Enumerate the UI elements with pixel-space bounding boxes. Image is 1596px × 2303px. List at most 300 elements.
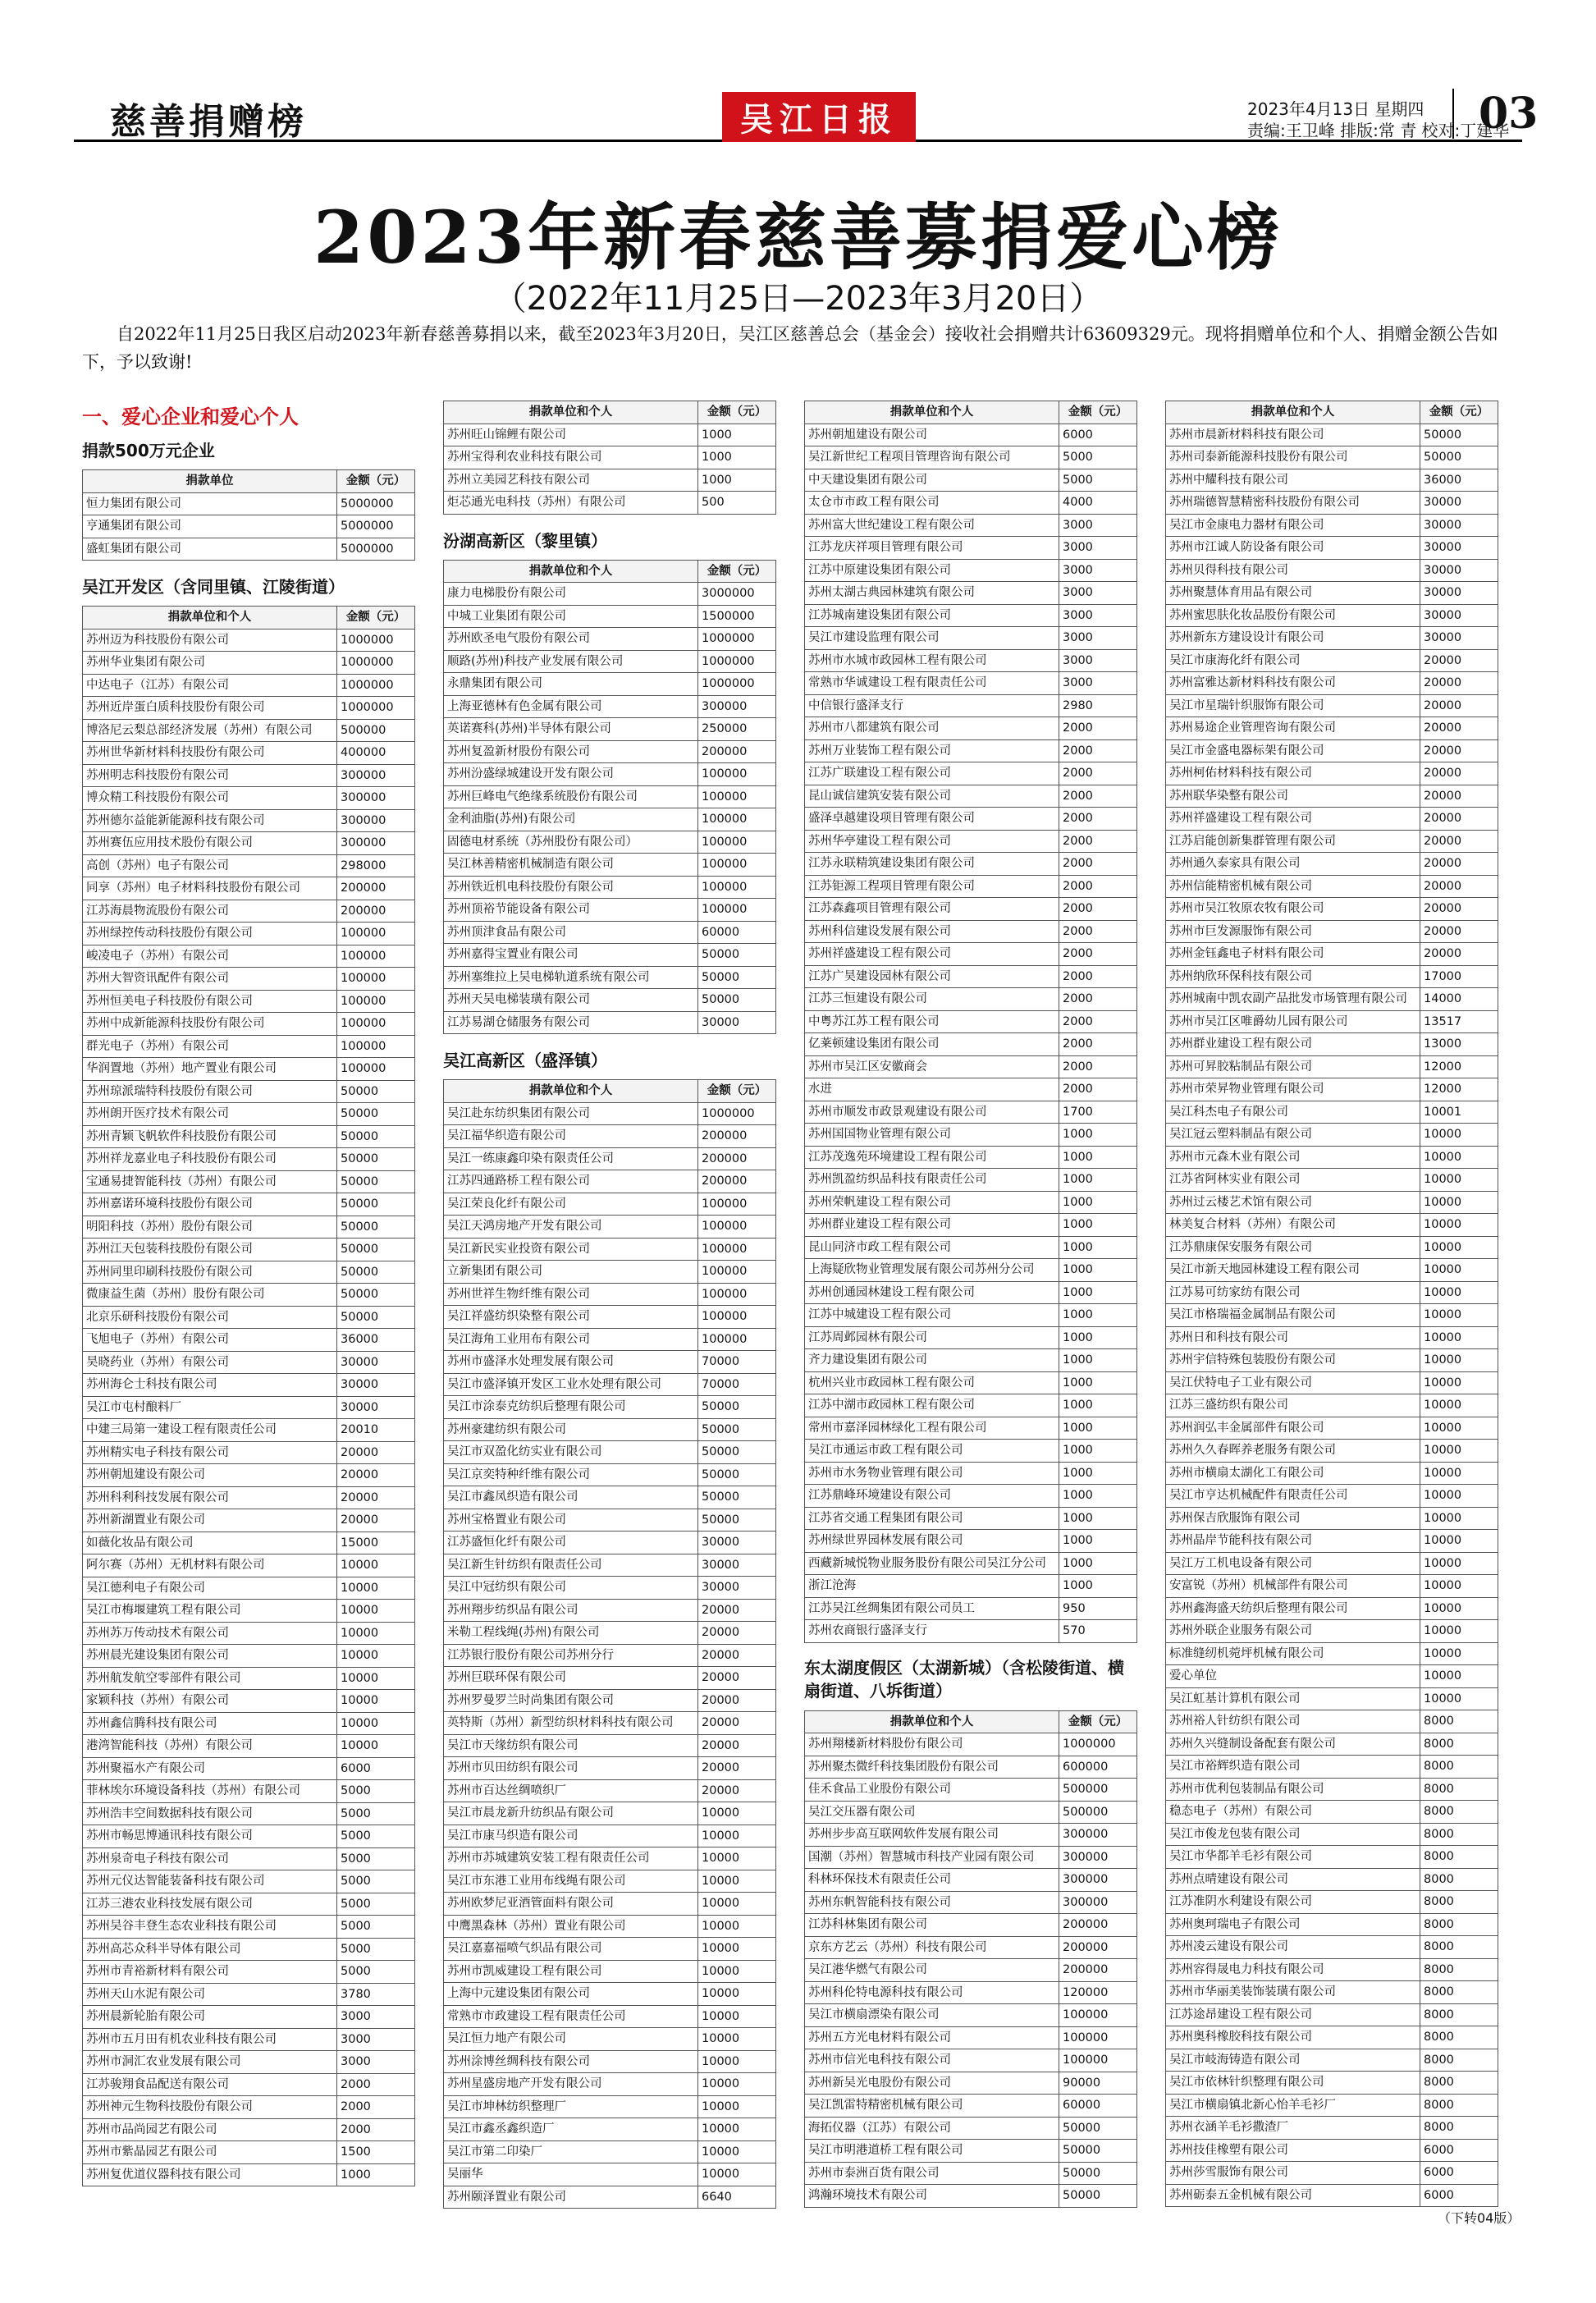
donation-amount: 2000 [1059, 1033, 1137, 1056]
donor-name: 苏州通久泰家具有限公司 [1166, 853, 1420, 876]
donation-amount: 10000 [1420, 1665, 1498, 1688]
table-row [1166, 1597, 1498, 1620]
donor-name: 吴江祥盛纺织染整有限公司 [444, 1306, 698, 1329]
donor-name: 北京乐研科技股份有限公司 [83, 1306, 337, 1329]
donation-amount: 10000 [1420, 1394, 1498, 1417]
table-row [444, 854, 776, 877]
donation-amount: 20000 [698, 1712, 776, 1735]
donor-name: 江苏三港农业科技发展有限公司 [83, 1893, 337, 1916]
donor-name: 江苏中城建设工程有限公司 [805, 1304, 1059, 1327]
donor-name: 苏州江天包装科技股份有限公司 [83, 1238, 337, 1261]
donor-name: 华润置地（苏州）地产置业有限公司 [83, 1058, 337, 1081]
donation-amount: 20000 [1420, 785, 1498, 808]
donation-amount: 200000 [337, 877, 415, 900]
donor-name: 海拓仪器（江苏）有限公司 [805, 2117, 1059, 2140]
table-row [444, 1689, 776, 1712]
donation-amount: 20000 [1420, 808, 1498, 831]
donation-amount: 50000 [698, 1418, 776, 1441]
donor-name: 永鼎集团有限公司 [444, 673, 698, 696]
donor-name: 苏州精实电子科技有限公司 [83, 1441, 337, 1464]
donation-amount: 10000 [698, 1915, 776, 1938]
donor-name: 苏州顶裕节能设备有限公司 [444, 899, 698, 922]
donation-amount: 6000 [1420, 2162, 1498, 2185]
donor-name: 吴江市鑫凤织造有限公司 [444, 1486, 698, 1509]
table-row [444, 1779, 776, 1802]
donation-amount: 2000 [1059, 920, 1137, 943]
donation-amount: 1000000 [337, 652, 415, 675]
table-row [444, 1802, 776, 1825]
donor-name: 苏州翔楼新材料股份有限公司 [805, 1733, 1059, 1756]
table-row [805, 762, 1137, 785]
table-row [805, 1597, 1137, 1620]
donor-name: 江苏广联建设工程有限公司 [805, 762, 1059, 785]
donation-amount: 10000 [337, 1645, 415, 1668]
donation-amount: 30000 [337, 1374, 415, 1397]
donor-name: 吴江市梅堰建筑工程有限公司 [83, 1600, 337, 1623]
donation-amount: 90000 [1059, 2072, 1137, 2095]
table-row [444, 718, 776, 741]
donation-amount: 10000 [1420, 1304, 1498, 1327]
donation-amount: 10000 [1420, 1371, 1498, 1394]
table-row [83, 538, 415, 561]
donor-name: 江苏盛恒化纤有限公司 [444, 1532, 698, 1554]
donation-amount: 10001 [1420, 1101, 1498, 1124]
donor-name: 江苏周邺园林有限公司 [805, 1326, 1059, 1349]
donation-amount: 300000 [698, 695, 776, 718]
donation-amount: 50000 [698, 1486, 776, 1509]
donor-name: 苏州高芯众科半导体有限公司 [83, 1938, 337, 1961]
donation-amount: 6640 [698, 2186, 776, 2209]
table-row [805, 1146, 1137, 1169]
table-row [1166, 808, 1498, 831]
page-number: 03 [1452, 89, 1538, 139]
table-row [805, 1124, 1137, 1147]
donor-name: 京东方艺云（苏州）科技有限公司 [805, 1936, 1059, 1959]
table-row [83, 1125, 415, 1148]
donation-amount: 20000 [1420, 649, 1498, 672]
donor-name: 中信银行盛泽支行 [805, 694, 1059, 717]
donation-amount: 500 [698, 492, 776, 515]
table-row [805, 1530, 1137, 1553]
donor-name: 苏州富大世纪建设工程有限公司 [805, 514, 1059, 537]
donor-name: 吴江冠云塑料制品有限公司 [1166, 1124, 1420, 1147]
section-heading: 捐款500万元企业 [82, 441, 215, 460]
table-row [805, 1010, 1137, 1033]
donor-name: 苏州嘉诺环境科技股份有限公司 [83, 1193, 337, 1216]
donor-name: 苏州德尔益能新能源科技有限公司 [83, 809, 337, 832]
donation-amount: 100000 [337, 990, 415, 1013]
table-row [805, 1259, 1137, 1282]
donation-amount: 1500000 [698, 605, 776, 628]
table-row [83, 1735, 415, 1758]
donor-name: 金利油脂(苏州)有限公司 [444, 808, 698, 831]
donation-amount: 1000 [1059, 1417, 1137, 1440]
table-row [444, 1486, 776, 1509]
donation-amount: 100000 [337, 968, 415, 991]
donor-name: 苏州新东方建设设计有限公司 [1166, 627, 1420, 650]
donor-name: 微康益生菌（苏州）股份有限公司 [83, 1284, 337, 1307]
donor-name: 苏州豪建纺织有限公司 [444, 1418, 698, 1441]
table-row [1166, 672, 1498, 695]
table-row [1166, 920, 1498, 943]
donor-name: 苏州五方光电材料有限公司 [805, 2026, 1059, 2049]
donation-amount: 10000 [698, 2005, 776, 2028]
donor-name: 亨通集团有限公司 [83, 515, 337, 538]
donation-amount: 2000 [1059, 739, 1137, 762]
donation-amount: 30000 [698, 1532, 776, 1554]
donor-name: 苏州外联企业服务有限公司 [1166, 1620, 1420, 1643]
table-row [1166, 1507, 1498, 1530]
donation-amount: 10000 [337, 1600, 415, 1623]
donation-amount: 1000 [1059, 1191, 1137, 1214]
table-row [805, 898, 1137, 921]
section-heading: 东太湖度假区（太湖新城）（含松陵街道、横扇街道、八坼街道） [804, 1657, 1124, 1701]
table-row [805, 1236, 1137, 1259]
donor-name: 吴江林善精密机械制造有限公司 [444, 854, 698, 877]
table-row [444, 446, 776, 469]
donation-amount: 20000 [1420, 672, 1498, 695]
donor-name: 江苏海晨物流股份有限公司 [83, 900, 337, 923]
donor-name: 家颖科技（苏州）有限公司 [83, 1690, 337, 1713]
donor-name: 吴江嘉嘉福喷气织品有限公司 [444, 1938, 698, 1961]
table-row [444, 2163, 776, 2186]
donation-amount: 10000 [1420, 1281, 1498, 1304]
table-row [805, 1959, 1137, 1982]
table-row [805, 446, 1137, 469]
donation-amount: 300000 [337, 787, 415, 810]
donation-amount: 5000 [337, 1847, 415, 1870]
donor-name: 江苏中湖市政园林工程有限公司 [805, 1394, 1059, 1417]
donation-amount: 20010 [337, 1419, 415, 1442]
donor-name: 吴江福华织造有限公司 [444, 1125, 698, 1148]
table-row [444, 1125, 776, 1148]
donation-amount: 1000000 [698, 673, 776, 696]
table-row [805, 1552, 1137, 1575]
table-row [1166, 1055, 1498, 1078]
donor-name: 苏州莎雪服饰有限公司 [1166, 2162, 1420, 2185]
donor-name: 苏州衣涵羊毛衫撒渣厂 [1166, 2117, 1420, 2140]
column-3 [804, 401, 1137, 2208]
donor-name: 苏州绿世界园林发展有限公司 [805, 1530, 1059, 1553]
donation-amount: 100000 [698, 1261, 776, 1284]
donor-name: 苏州科利科技发展有限公司 [83, 1486, 337, 1509]
donor-name: 中达电子（江苏）有限公司 [83, 674, 337, 697]
table-row [444, 1261, 776, 1284]
donor-name: 苏州新湖置业有限公司 [83, 1509, 337, 1532]
donor-name: 苏州信能精密机械有限公司 [1166, 875, 1420, 898]
table-row [83, 1509, 415, 1532]
donor-name: 浙江沧海 [805, 1575, 1059, 1598]
donation-amount: 5000 [1059, 469, 1137, 492]
donor-name: 苏州东帆智能科技有限公司 [805, 1891, 1059, 1914]
table-row [805, 469, 1137, 492]
table-row [805, 1417, 1137, 1440]
table-header-amount: 金额（元） [1059, 401, 1137, 424]
donor-name: 江苏三盛纺织有限公司 [1166, 1394, 1420, 1417]
part-heading: 一、爱心企业和爱心个人 [82, 405, 299, 428]
table-row [83, 1035, 415, 1058]
donor-name: 苏州复优道仪器科技有限公司 [83, 2163, 337, 2186]
table-row [1166, 649, 1498, 672]
donor-name: 林美复合材料（苏州）有限公司 [1166, 1214, 1420, 1237]
table-row [805, 559, 1137, 582]
table-row [444, 1441, 776, 1464]
donation-amount: 8000 [1420, 1801, 1498, 1824]
donation-amount: 250000 [698, 718, 776, 741]
donation-amount: 2000 [1059, 988, 1137, 1011]
donation-amount: 100000 [698, 1238, 776, 1261]
table-row [1166, 898, 1498, 921]
donor-name: 苏州农商银行盛泽支行 [805, 1620, 1059, 1643]
donation-amount: 2000 [1059, 762, 1137, 785]
donation-amount: 100000 [698, 808, 776, 831]
table-row [83, 1058, 415, 1081]
table-row [1166, 1868, 1498, 1891]
table-row [444, 1216, 776, 1238]
donation-table [82, 469, 415, 561]
donor-name: 常熟市华诚建设工程有限责任公司 [805, 672, 1059, 695]
table-row [444, 2028, 776, 2051]
table-header-amount: 金额（元） [698, 401, 776, 424]
table-row [444, 831, 776, 854]
table-row [83, 968, 415, 991]
table-row [444, 1622, 776, 1645]
donor-name: 杭州兴业市政园林工程有限公司 [805, 1371, 1059, 1394]
donor-name: 苏州市洞汇农业发展有限公司 [83, 2051, 337, 2074]
table-row [83, 1261, 415, 1284]
donor-name: 苏州瑞德智慧精密科技股份有限公司 [1166, 492, 1420, 515]
donation-amount: 8000 [1420, 1868, 1498, 1891]
table-row [444, 2095, 776, 2118]
donation-amount: 6000 [1420, 2184, 1498, 2207]
table-header-name: 捐款单位和个人 [1166, 401, 1420, 424]
donation-amount: 30000 [698, 1011, 776, 1034]
donor-name: 英特斯（苏州）新型纺织材料科技有限公司 [444, 1712, 698, 1735]
donation-amount: 1000000 [698, 628, 776, 651]
donor-name: 稳态电子（苏州）有限公司 [1166, 1801, 1420, 1824]
donation-amount: 5000000 [337, 538, 415, 561]
donor-name: 吴江恒力地产有限公司 [444, 2028, 698, 2051]
donor-name: 苏州市水城市政园林工程有限公司 [805, 649, 1059, 672]
donor-name: 苏州罗曼罗兰时尚集团有限公司 [444, 1689, 698, 1712]
donor-name: 苏州市晨新材料科技有限公司 [1166, 424, 1420, 446]
table-row [1166, 785, 1498, 808]
donor-name: 苏州鑫信腾科技有限公司 [83, 1712, 337, 1735]
donor-name: 苏州聚福水产有限公司 [83, 1757, 337, 1780]
donation-amount: 10000 [1420, 1530, 1498, 1553]
table-row [83, 990, 415, 1013]
donor-name: 昊晓药业（苏州）有限公司 [83, 1351, 337, 1374]
table-row [444, 1011, 776, 1034]
donor-name: 苏州晶岸节能科技有限公司 [1166, 1530, 1420, 1553]
donation-amount: 1000 [1059, 1146, 1137, 1169]
donation-amount: 5000 [337, 1893, 415, 1916]
donation-amount: 1000 [1059, 1214, 1137, 1237]
donation-amount: 6000 [337, 1757, 415, 1780]
table-row [83, 1464, 415, 1487]
donation-amount: 8000 [1420, 2026, 1498, 2049]
donor-name: 苏州华业集团有限公司 [83, 652, 337, 675]
donor-name: 苏州步步高互联网软件发展有限公司 [805, 1824, 1059, 1847]
donor-name: 江苏四通路桥工程有限公司 [444, 1170, 698, 1193]
table-row [805, 492, 1137, 515]
table-row [1166, 1710, 1498, 1733]
donation-amount: 3000 [1059, 627, 1137, 650]
donor-name: 吴江新生针纺织有限责任公司 [444, 1554, 698, 1577]
table-row [1166, 1485, 1498, 1508]
table-row [805, 1779, 1137, 1802]
donor-name: 苏州祥盛建设工程有限公司 [805, 943, 1059, 966]
donation-amount: 300000 [1059, 1846, 1137, 1869]
donation-amount: 12000 [1420, 1078, 1498, 1101]
donation-amount: 300000 [337, 832, 415, 855]
donation-amount: 20000 [1420, 762, 1498, 785]
donation-amount: 20000 [698, 1779, 776, 1802]
donation-amount: 20000 [1420, 943, 1498, 966]
donation-amount: 20000 [1420, 898, 1498, 921]
donor-name: 苏州创通园林建设工程有限公司 [805, 1281, 1059, 1304]
donation-amount: 100000 [337, 1013, 415, 1036]
table-row [83, 1622, 415, 1645]
donation-amount: 10000 [698, 1870, 776, 1893]
table-row [83, 2163, 415, 2186]
table-row [1166, 875, 1498, 898]
table-row [1166, 1169, 1498, 1192]
table-row [83, 492, 415, 515]
donor-name: 苏州司泰新能源科技股份有限公司 [1166, 446, 1420, 469]
donor-name: 苏州点晴建设有限公司 [1166, 1868, 1420, 1891]
donation-amount: 50000 [1059, 2140, 1137, 2163]
table-row [444, 1373, 776, 1396]
donor-name: 英诺赛科(苏州)半导体有限公司 [444, 718, 698, 741]
donation-amount: 10000 [337, 1712, 415, 1735]
donor-name: 苏州市顺发市政景观建设有限公司 [805, 1101, 1059, 1124]
donor-name: 水进 [805, 1078, 1059, 1101]
donor-name: 吴江市亨达机械配件有限责任公司 [1166, 1485, 1420, 1508]
donation-amount: 1000 [337, 2163, 415, 2186]
donation-amount: 50000 [337, 1261, 415, 1284]
table-row [1166, 1756, 1498, 1779]
table-row [1166, 1687, 1498, 1710]
donation-amount: 100000 [337, 945, 415, 968]
table-row [444, 1328, 776, 1351]
donor-name: 苏州联华染整有限公司 [1166, 785, 1420, 808]
table-row [805, 672, 1137, 695]
donation-amount: 20000 [337, 1464, 415, 1487]
donor-name: 苏州富雅达新材料科技有限公司 [1166, 672, 1420, 695]
donor-name: 苏州翔步纺织品有限公司 [444, 1599, 698, 1622]
table-row [444, 763, 776, 786]
donor-name: 吴江市盛泽镇开发区工业水处理有限公司 [444, 1373, 698, 1396]
donor-name: 苏州欧梦尼亚酒管面料有限公司 [444, 1893, 698, 1916]
table-row [805, 1394, 1137, 1417]
donor-name: 苏州市吴江区安徽商会 [805, 1055, 1059, 1078]
donation-amount: 600000 [1059, 1756, 1137, 1779]
donation-amount: 100000 [337, 923, 415, 945]
table-row [1166, 830, 1498, 853]
donation-amount: 10000 [698, 1983, 776, 2006]
donation-amount: 1000 [1059, 1236, 1137, 1259]
table-row [1166, 1010, 1498, 1033]
table-row [805, 627, 1137, 650]
donor-name: 吴江市天缘纺织有限公司 [444, 1734, 698, 1757]
table-row [444, 1170, 776, 1193]
table-row [1166, 1236, 1498, 1259]
table-row [1166, 965, 1498, 988]
table-row [83, 742, 415, 765]
table-row [805, 965, 1137, 988]
donor-name: 盛泽卓越建设项目管理有限公司 [805, 808, 1059, 831]
donor-name: 吴江德利电子有限公司 [83, 1577, 337, 1600]
table-row [1166, 559, 1498, 582]
donation-amount: 3000 [1059, 514, 1137, 537]
donor-name: 吴江市第二印染厂 [444, 2140, 698, 2163]
table-row [1166, 446, 1498, 469]
donation-amount: 500000 [1059, 1801, 1137, 1824]
donor-name: 苏州凌云建设有限公司 [1166, 1936, 1420, 1959]
table-row [1166, 1033, 1498, 1056]
donor-name: 苏州柯佑材料科技有限公司 [1166, 762, 1420, 785]
table-row [1166, 853, 1498, 876]
donor-name: 苏州裕人针纺织有限公司 [1166, 1710, 1420, 1733]
table-row [1166, 1823, 1498, 1846]
table-row [83, 854, 415, 877]
donation-amount: 8000 [1420, 2049, 1498, 2072]
table-row [444, 921, 776, 944]
donor-name: 昆山诚信建筑安装有限公司 [805, 785, 1059, 808]
donor-name: 吴江市格瑞福金属制品有限公司 [1166, 1304, 1420, 1327]
column-2 [443, 401, 776, 2209]
donation-amount: 10000 [1420, 1191, 1498, 1214]
donation-amount: 30000 [337, 1351, 415, 1374]
donation-amount: 1000 [1059, 1575, 1137, 1598]
donor-name: 阿尔赛（苏州）无机材料有限公司 [83, 1554, 337, 1577]
table-row [444, 1102, 776, 1125]
donation-amount: 30000 [698, 1577, 776, 1600]
donor-name: 吴江市星瑞针织服饰有限公司 [1166, 694, 1420, 717]
donation-amount: 13517 [1420, 1010, 1498, 1033]
donation-amount: 20000 [698, 1689, 776, 1712]
table-row [444, 424, 776, 446]
donor-name: 吴江虹基计算机有限公司 [1166, 1687, 1420, 1710]
donation-amount: 1000 [698, 424, 776, 446]
donation-amount: 1000 [1059, 1440, 1137, 1463]
table-row [1166, 1440, 1498, 1463]
donor-name: 苏州赛伍应用技术股份有限公司 [83, 832, 337, 855]
table-header-name: 捐款单位和个人 [444, 1080, 698, 1103]
donation-amount: 50000 [698, 1441, 776, 1464]
continued-note: （下转04版） [1438, 2210, 1521, 2226]
donation-amount: 100000 [1059, 2026, 1137, 2049]
table-row [444, 1644, 776, 1667]
donor-name: 吴江海角工业用布有限公司 [444, 1328, 698, 1351]
donor-name: 江苏三恒建设有限公司 [805, 988, 1059, 1011]
donor-name: 吴江市涂泰克纺织后整理有限公司 [444, 1396, 698, 1419]
donor-name: 苏州绿控传动科技股份有限公司 [83, 923, 337, 945]
table-row [83, 945, 415, 968]
donor-name: 苏州科信建设发展有限公司 [805, 920, 1059, 943]
intro-paragraph: 自2022年11月25日我区启动2023年新春慈善募捐以来，截至2023年3月20日，吴江区慈善总会（基金会）接收社会捐赠共计63609329元。现将捐赠单位和个人、捐赠金额公告如下，予以致谢! [82, 324, 1498, 372]
donation-amount: 8000 [1420, 1710, 1498, 1733]
donation-amount: 400000 [337, 742, 415, 765]
donor-name: 苏州复盈新材股份有限公司 [444, 740, 698, 763]
donation-amount: 8000 [1420, 2072, 1498, 2095]
table-row [805, 604, 1137, 627]
donor-name: 炬芯通光电科技（苏州）有限公司 [444, 492, 698, 515]
donor-name: 苏州容得晟电力科技有限公司 [1166, 1958, 1420, 1981]
donor-name: 苏州顶津食品有限公司 [444, 921, 698, 944]
table-row [83, 2141, 415, 2164]
